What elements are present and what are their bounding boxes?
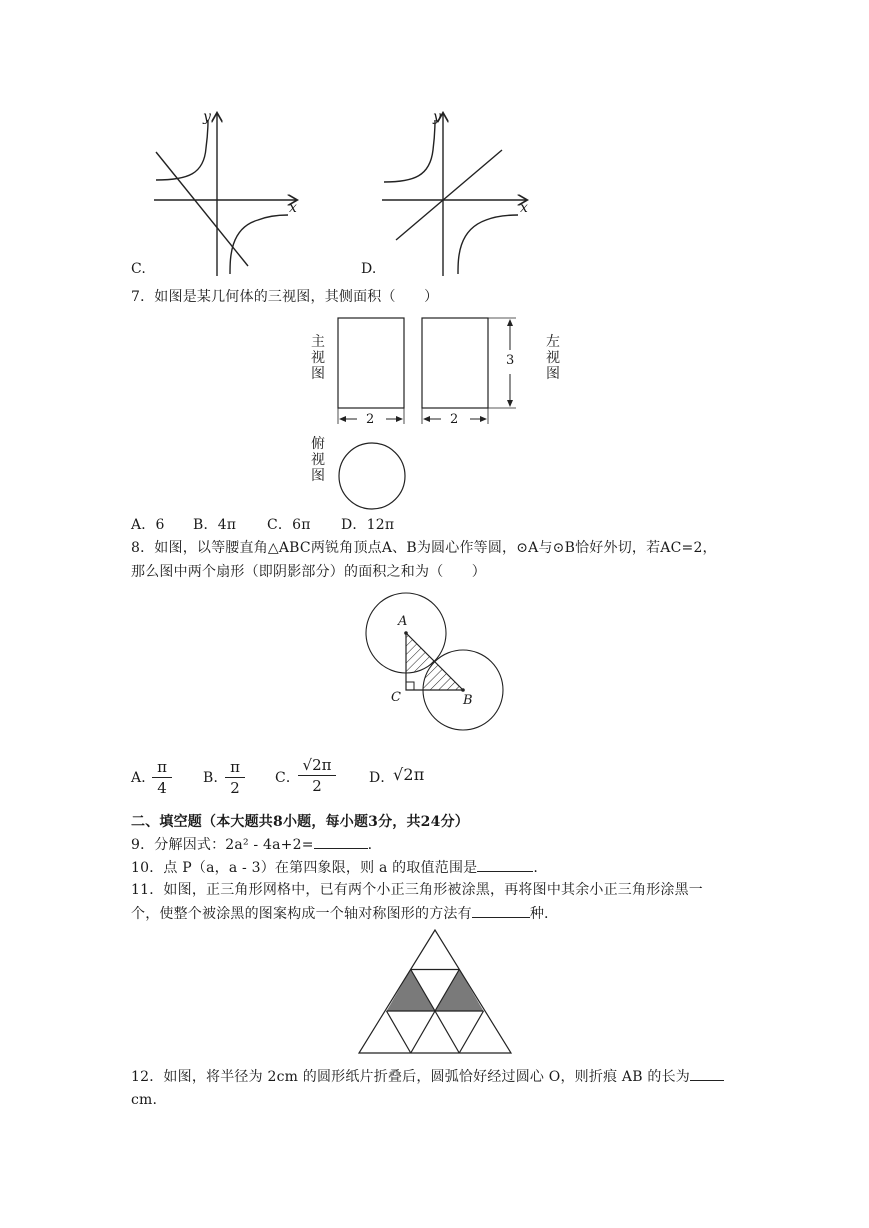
- graph-c: [148, 108, 308, 278]
- q10-end: .: [533, 860, 539, 876]
- hyperbola-branch-upper: [156, 120, 208, 180]
- q9-end: .: [367, 837, 373, 853]
- line-increasing: [396, 150, 502, 240]
- q11-answer-blank[interactable]: [472, 903, 530, 918]
- dim-front-width: 2: [366, 412, 375, 427]
- q8-option-d-value: √2π: [393, 765, 425, 784]
- graph-d: [378, 108, 538, 278]
- q9: [131, 834, 372, 855]
- shaded-triangle-left: [387, 970, 436, 1012]
- hyperbola-branch-lower: [458, 215, 518, 274]
- q12-answer-blank[interactable]: [690, 1066, 724, 1081]
- q8-stem-line1: 8．如图，以等腰直角△ABC两锐角顶点A、B为圆心作等圆，⊙A与⊙B恰好外切，若AC=2，: [131, 540, 717, 556]
- top-view-label: 俯 视 图: [311, 436, 325, 484]
- side-view-label: 左 视 图: [546, 334, 560, 382]
- q11-line1: 11．如图，正三角形网格中，已有两个小正三角形被涂黑，再将图中其余小正三角形涂黑一: [131, 882, 704, 898]
- circles-triangle-figure: [360, 590, 510, 750]
- q8-option-b-fraction: π 2: [225, 758, 245, 797]
- shaded-triangle-right: [435, 970, 484, 1012]
- q9-answer-blank[interactable]: [314, 834, 368, 849]
- q7-option-c: C．6π: [267, 517, 311, 533]
- q11-line2: [131, 903, 549, 924]
- triangle-grid-figure: [356, 928, 514, 1056]
- graph-c-x-label: x: [289, 200, 298, 216]
- graph-d-y-label: y: [433, 109, 442, 125]
- q10: [131, 857, 538, 878]
- top-view-circle: [339, 443, 405, 509]
- front-view-label: 主 视 图: [311, 334, 325, 382]
- q7-option-a: A．6: [131, 517, 165, 533]
- q7-option-d: D．12π: [341, 517, 395, 533]
- q7-option-b: B．4π: [193, 517, 237, 533]
- option-d-label: D.: [361, 261, 377, 277]
- option-c-label: C.: [131, 261, 147, 277]
- label-point-b: B: [463, 693, 473, 708]
- label-point-c: C: [391, 690, 402, 705]
- label-point-a: A: [398, 614, 408, 629]
- q11-line2-pre: 个，使整个被涂黑的图案构成一个轴对称图形的方法有: [131, 906, 472, 922]
- q10-text: 10．点 P（a，a - 3）在第四象限，则 a 的取值范围是: [131, 860, 478, 876]
- q7-stem: 7．如图是某几何体的三视图，其侧面积（ ）: [131, 289, 439, 305]
- q8-option-b-label: B．: [203, 770, 228, 786]
- graph-d-x-label: x: [520, 200, 529, 216]
- q12-line1: [131, 1066, 724, 1087]
- dim-height: 3: [506, 353, 515, 368]
- q12-line2: cm.: [131, 1092, 158, 1108]
- three-views-figure: [330, 312, 530, 512]
- hyperbola-branch-upper: [384, 120, 435, 182]
- q8-option-c-fraction: √2π 2: [298, 756, 336, 795]
- q8-stem-line2: 那么图中两个扇形（即阴影部分）的面积之和为（ ）: [131, 564, 486, 580]
- right-angle-mark: [406, 682, 414, 690]
- q11-line2-post: 种.: [529, 906, 549, 922]
- line-decreasing: [156, 152, 248, 266]
- q8-option-a-label: A．: [131, 770, 156, 786]
- q9-text: 9．分解因式：2a² - 4a+2=: [131, 837, 314, 853]
- dim-side-width: 2: [450, 412, 459, 427]
- side-view-rect: [422, 318, 488, 408]
- graph-c-y-label: y: [203, 109, 212, 125]
- outer-triangle: [359, 930, 511, 1053]
- q8-option-c-label: C．: [275, 770, 301, 786]
- q8-option-d-label: D．: [369, 770, 395, 786]
- q8-option-a-fraction: π 4: [152, 758, 172, 797]
- section2-heading: 二、填空题（本大题共8小题，每小题3分，共24分）: [131, 814, 469, 830]
- front-view-rect: [338, 318, 404, 408]
- q10-answer-blank[interactable]: [477, 857, 533, 872]
- hyperbola-branch-lower: [230, 215, 288, 274]
- q12-text: 12．如图，将半径为 2cm 的圆形纸片折叠后，圆弧恰好经过圆心 O，则折痕 AB 的长为: [131, 1069, 690, 1085]
